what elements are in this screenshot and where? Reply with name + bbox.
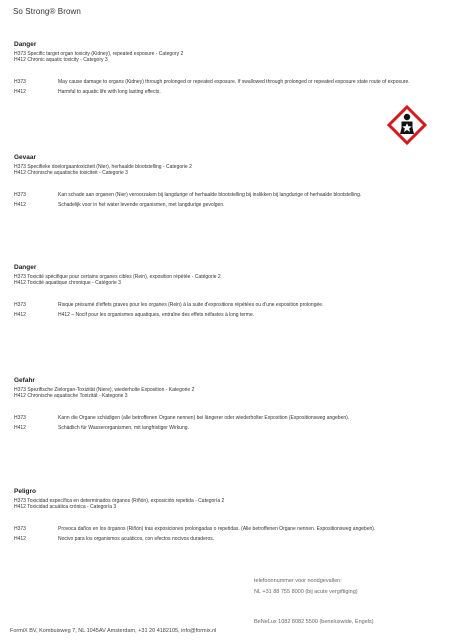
page-title: So Strong® Brown xyxy=(13,7,81,16)
emergency-phone-label: telefoonnummer voor noodgevallen: xyxy=(254,578,342,584)
emergency-phone-benelux: BeNeLux 1082 8082 5500 (beneluxwide, Engels) xyxy=(254,619,374,625)
hazard-classification: H373 Specific target organ toxicity (Kidney), repeated exposure - Category 2 xyxy=(14,51,184,57)
hazard-code: H373 xyxy=(14,302,26,308)
hazard-statements xyxy=(14,192,439,208)
hazard-code: H373 xyxy=(14,526,26,532)
health-hazard-icon xyxy=(387,105,427,145)
hazard-statements xyxy=(14,415,439,431)
hazard-statements xyxy=(14,526,439,542)
hazard-section xyxy=(14,489,439,546)
hazard-statement-row xyxy=(14,536,439,542)
hazard-statement-text: Kan schade aan organen (Nier) veroorzaken bij langdurige of herhaalde blootstelling bij inslikken bij langdurige of herhaalde blootstelling. xyxy=(58,192,362,198)
hazard-classification: H373 Specifieke doelorgaantoxiciteit (Nier), herhaalde blootstelling - Categorie 2 xyxy=(14,164,192,170)
hazard-section xyxy=(14,265,439,322)
hazard-classification: H412 Toxicité aquatique chronique - Catégorie 3 xyxy=(14,280,121,286)
hazard-code: H373 xyxy=(14,415,26,421)
hazard-statement-row xyxy=(14,312,439,318)
signal-word: Danger xyxy=(14,264,37,271)
hazard-statement-text: Risque présumé d'effets graves pour les organes (Rein) à la suite d'expositions répétées ou d'une exposition prolongée. xyxy=(58,302,324,308)
hazard-statement-row xyxy=(14,526,439,532)
hazard-code: H412 xyxy=(14,312,26,318)
signal-word: Gevaar xyxy=(14,154,37,161)
hazard-section xyxy=(14,155,439,212)
hazard-statement-text: Kann die Organe schädigen (alle betroffenen Organe nennen) bei längerer oder wiederholter Exposition (Expositionsweg angeben). xyxy=(58,415,350,421)
hazard-code: H373 xyxy=(14,79,26,85)
hazard-statements xyxy=(14,79,439,95)
emergency-phone-nl: NL +31 88 755 8000 (bij acute vergiftiging) xyxy=(254,589,358,595)
hazard-statement-row xyxy=(14,302,439,308)
hazard-classification: H412 Chronic aquatic toxicity - Category 3 xyxy=(14,57,108,63)
hazard-statement-text: Nocivo para los organismos acuáticos, con efectos nocivos duraderos. xyxy=(58,536,215,542)
hazard-statements xyxy=(14,302,439,318)
hazard-statement-row xyxy=(14,89,439,95)
hazard-section xyxy=(14,42,439,99)
signal-word: Peligro xyxy=(14,488,37,495)
hazard-statement-row xyxy=(14,425,439,431)
hazard-statement-text: May cause damage to organs (Kidney) through prolonged or repeated exposure. If swallowed through prolonged or repeated exposure state route of exposure. xyxy=(58,79,410,85)
hazard-statement-text: Harmful to aquatic life with long lasting effects. xyxy=(58,89,161,95)
hazard-statement-row xyxy=(14,415,439,421)
hazard-statement-text: Schädlich für Wasserorganismen, mit langfristiger Wirkung. xyxy=(58,425,189,431)
hazard-code: H412 xyxy=(14,536,26,542)
company-footer: FormiX BV, Kombuisweg 7, NL 1045AV Amsterdam, +31 20 4182105, info@formix.nl xyxy=(10,628,217,634)
signal-word: Danger xyxy=(14,41,37,48)
hazard-statement-row xyxy=(14,192,439,198)
hazard-classification: H373 Spezifische Zielorgan-Toxizität (Niere), wiederholte Exposition - Kategorie 2 xyxy=(14,387,195,393)
signal-word: Gefahr xyxy=(14,377,35,384)
hazard-classification: H412 Toxicidad acuática crónica - Categoría 3 xyxy=(14,504,117,510)
hazard-classification: H412 Chronische aquatische Toxizität - Kategorie 3 xyxy=(14,393,128,399)
hazard-code: H373 xyxy=(14,192,26,198)
hazard-statement-text: H412 – Nocif pour les organismes aquatiques, entraîne des effets néfastes à long terme. xyxy=(58,312,255,318)
hazard-code: H412 xyxy=(14,425,26,431)
hazard-classification: H373 Toxicité spécifique pour certains organes cibles (Rein), exposition répétée - Catégorie 2 xyxy=(14,274,221,280)
hazard-statement-row xyxy=(14,79,439,85)
hazard-statement-row xyxy=(14,202,439,208)
hazard-classification: H412 Chronische aquatische toxiciteit - Categorie 3 xyxy=(14,170,128,176)
hazard-section xyxy=(14,378,439,435)
hazard-classification: H373 Toxicidad específica en determinados órganos (Riñón), exposición repetida - Categoría 2 xyxy=(14,498,225,504)
hazard-code: H412 xyxy=(14,202,26,208)
hazard-statement-text: Schadelijk voor in het water levende organismen, met langdurige gevolgen. xyxy=(58,202,225,208)
hazard-statement-text: Provoca daños en los órganos (Riñón) tras exposiciones prolongadas o repetidas. (Alle betroffenen Organe nennen. Expositionsweg angeben). xyxy=(58,526,376,532)
hazard-code: H412 xyxy=(14,89,26,95)
